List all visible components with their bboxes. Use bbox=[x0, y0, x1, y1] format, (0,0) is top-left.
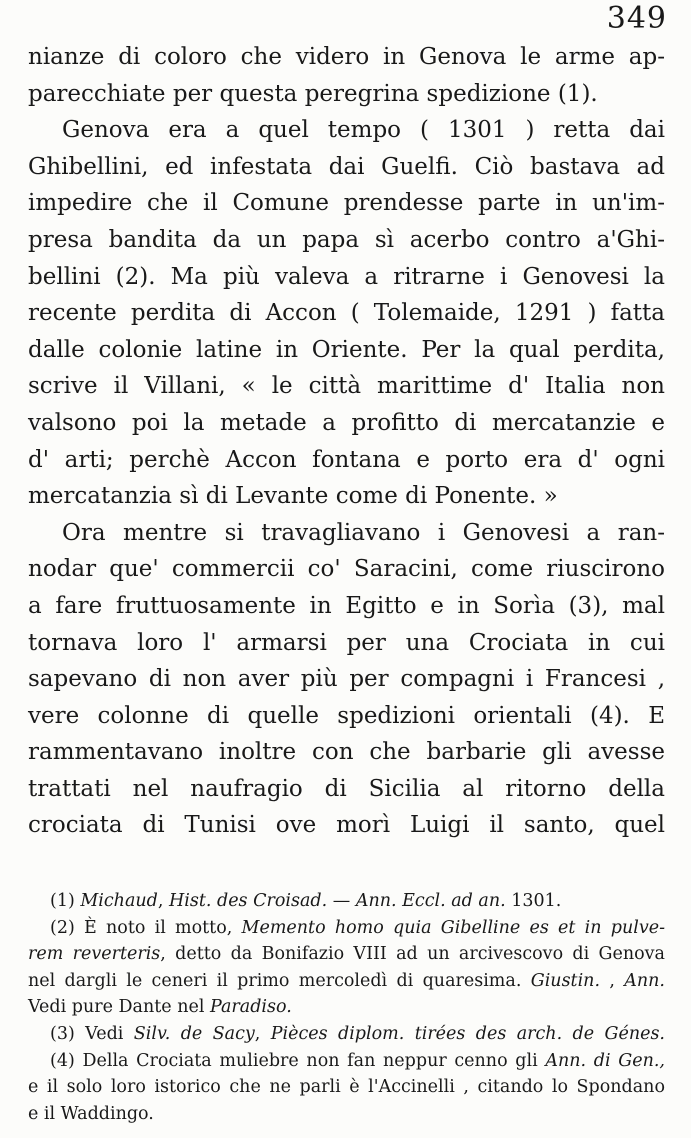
page-number: 349 bbox=[606, 1, 667, 36]
footnote-line bbox=[28, 994, 665, 1021]
body-line: a fare fruttuosamente in Egitto e in Sorìa (3), mal bbox=[28, 592, 665, 619]
body-line: parecchiate per questa peregrina spedizione (1). bbox=[28, 80, 598, 107]
body-line: dalle colonie latine in Oriente. Per la qual perdita, bbox=[28, 336, 665, 363]
footnote-citation: Paradiso. bbox=[209, 997, 292, 1018]
footnote-line bbox=[28, 1074, 665, 1101]
footnote-text: nel dargli le ceneri il primo mercoledì di quaresima. bbox=[28, 970, 531, 991]
footnote-line bbox=[28, 915, 665, 942]
footnote-text: (3) Vedi bbox=[50, 1024, 134, 1045]
footnote-text: (2) È noto il motto, bbox=[50, 917, 242, 938]
footnote-line bbox=[28, 968, 665, 995]
body-line: presa bandita da un papa sì acerbo contro a'Ghi- bbox=[28, 226, 665, 253]
body-line: tornava loro l' armarsi per una Crociata in cui bbox=[28, 629, 665, 656]
body-line: rammentavano inoltre con che barbarie gli avesse bbox=[28, 739, 665, 766]
footnote-citation: Ann. bbox=[624, 970, 665, 991]
footnote-citation: rem reverteris bbox=[28, 944, 161, 965]
footnote-text: e il solo loro istorico che ne parli è l'Accinelli , citando lo Spondano bbox=[28, 1077, 665, 1098]
footnote-text: , detto da Bonifazio VIII ad un arcivescovo di Genova bbox=[160, 944, 665, 965]
footnote-citation: Giustin. bbox=[530, 970, 601, 991]
body-line: mercatanzia sì di Levante come di Ponente. » bbox=[28, 483, 558, 510]
body-line: crociata di Tunisi ove morì Luigi il santo, quel bbox=[28, 812, 665, 839]
footnote-text: , bbox=[157, 891, 169, 912]
footnote-text: (1) bbox=[50, 891, 81, 912]
footnote-text: 1301. bbox=[505, 891, 562, 912]
body-text bbox=[28, 39, 665, 844]
footnote-text: — bbox=[327, 891, 356, 912]
body-line: sapevano di non aver più per compagni i Francesi , bbox=[28, 666, 665, 693]
footnote-citation: Ann. di Gen., bbox=[545, 1050, 665, 1071]
footnote-text: (4) Della Crociata muliebre non fan neppur cenno gli bbox=[50, 1050, 546, 1071]
body-line: vere colonne di quelle spedizioni orientali (4). E bbox=[28, 702, 665, 729]
footnote-citation: Michaud bbox=[80, 891, 158, 912]
body-line: scrive il Villani, « le città marittime d' Italia non bbox=[28, 373, 665, 400]
body-line: nianze di coloro che videro in Genova le arme ap- bbox=[28, 44, 665, 70]
body-line: nodar que' commercii co' Saracini, come riuscirono bbox=[28, 556, 665, 583]
footnote-citation: Pièces diplom. tirées des arch. de Génes. bbox=[270, 1024, 665, 1045]
body-line: impedire che il Comune prendesse parte in un'im- bbox=[28, 190, 665, 217]
footnotes bbox=[28, 888, 665, 1127]
footnote-text: , bbox=[254, 1024, 271, 1045]
footnote-line bbox=[28, 1048, 665, 1075]
footnote-line bbox=[28, 1021, 665, 1048]
body-line: Genova era a quel tempo ( 1301 ) retta dai bbox=[62, 117, 665, 144]
footnote-line bbox=[28, 1101, 665, 1128]
footnote-text: , bbox=[600, 970, 625, 991]
body-line: bellini (2). Ma più valeva a ritrarne i Genovesi la bbox=[28, 263, 665, 290]
body-line: recente perdita di Accon ( Tolemaide, 1291 ) fatta bbox=[28, 300, 665, 327]
body-line: valsono poi la metade a profitto di mercatanzie e bbox=[28, 409, 665, 436]
body-line: trattati nel naufragio di Sicilia al ritorno della bbox=[28, 775, 665, 802]
footnote-line bbox=[28, 888, 665, 915]
body-line: d' arti; perchè Accon fontana e porto era d' ogni bbox=[28, 446, 665, 473]
footnote-citation: Silv. de Sacy bbox=[133, 1024, 255, 1045]
footnote-text: Vedi pure Dante nel bbox=[28, 997, 210, 1018]
footnote-text: e il Waddingo. bbox=[28, 1103, 154, 1124]
footnote-citation: Memento homo quia Gibelline es et in pulve- bbox=[241, 917, 665, 938]
body-line: Ghibellini, ed infestata dai Guelfi. Ciò bastava ad bbox=[28, 153, 665, 180]
footnote-line bbox=[28, 941, 665, 968]
footnote-citation: Ann. Eccl. ad an. bbox=[355, 891, 506, 912]
body-line: Ora mentre si travagliavano i Genovesi a ran- bbox=[62, 519, 665, 546]
footnote-citation: Hist. des Croisad. bbox=[169, 891, 328, 912]
